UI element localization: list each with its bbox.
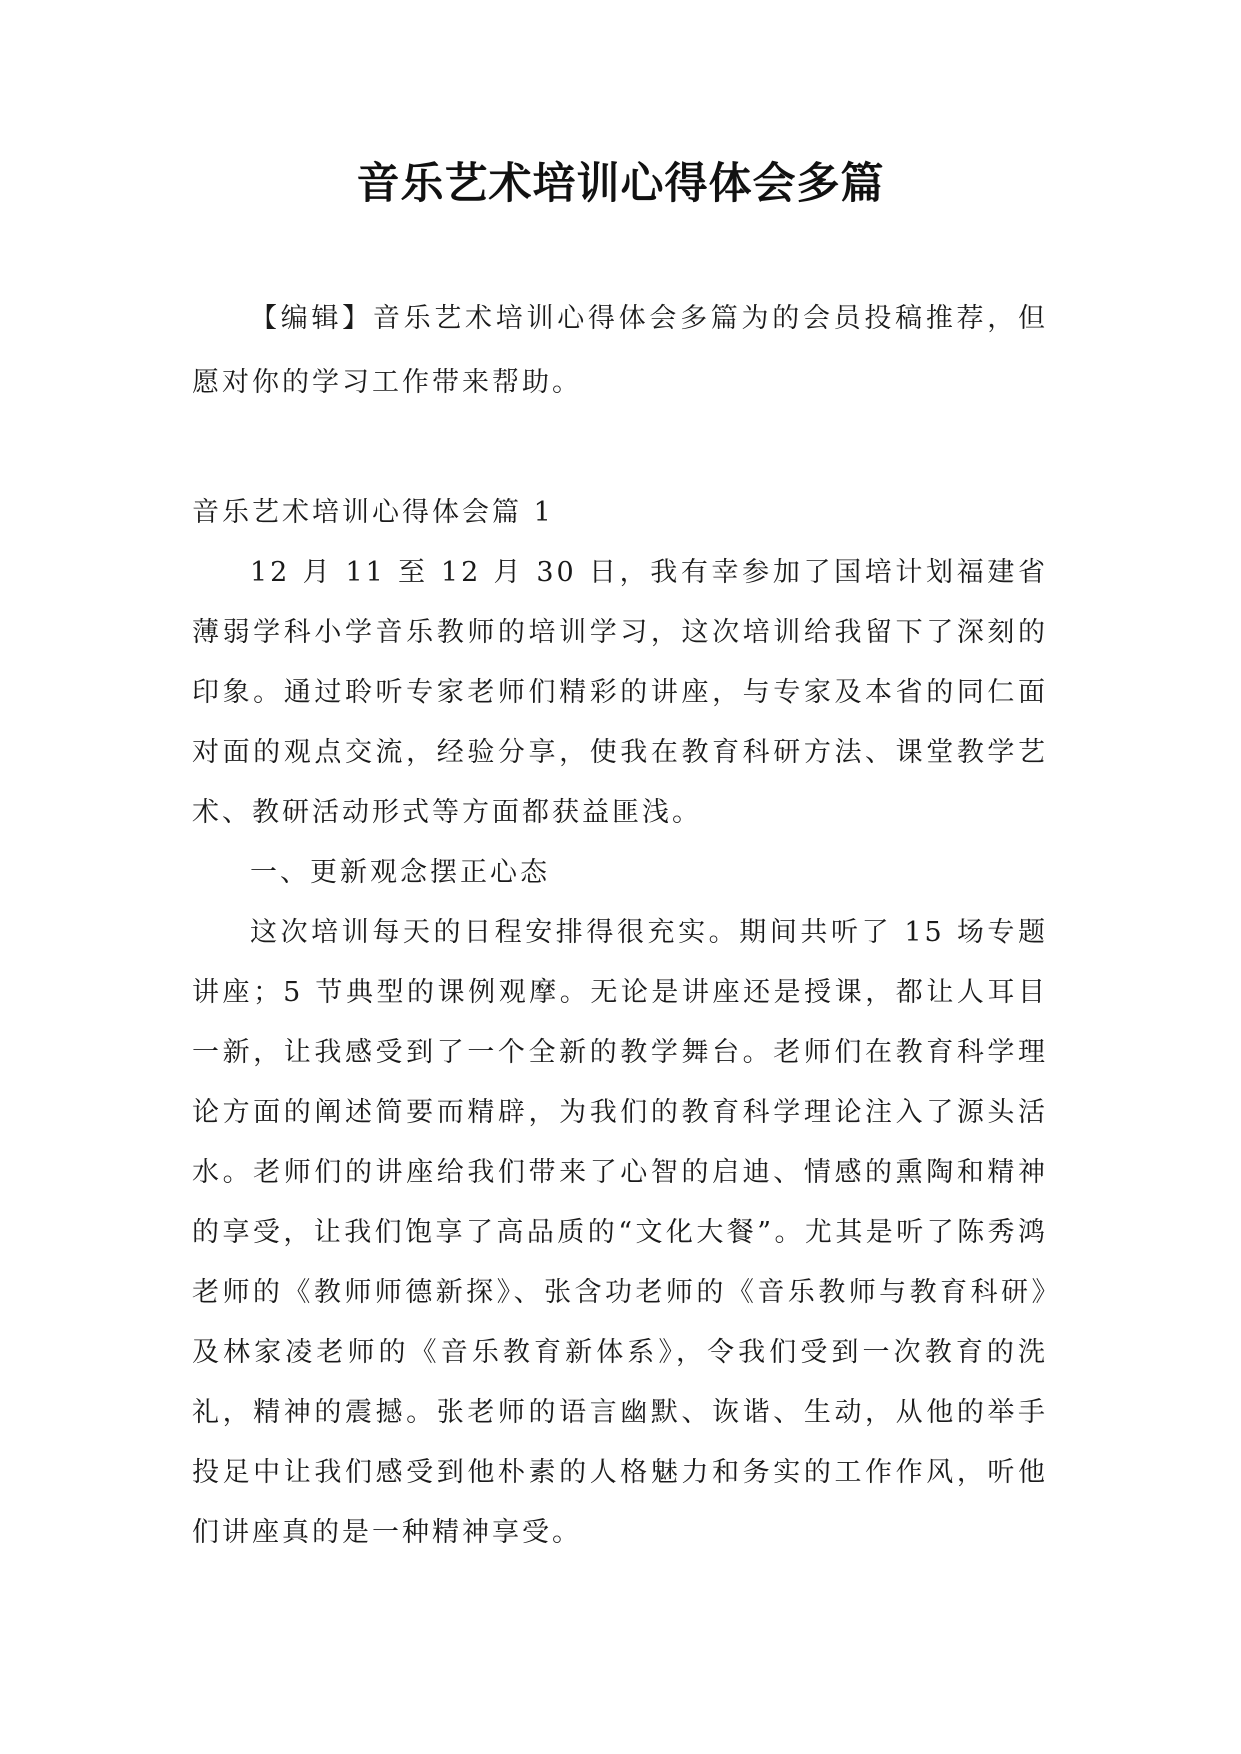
body-paragraph: 这次培训每天的日程安排得很充实。期间共听了 15 场专题讲座；5 节典型的课例观摩。无论是讲座还是授课，都让人耳目一新，让我感受到了一个全新的教学舞台。老师们在教育科学理论方面的阐述简要而精辟，为我们的教育科学理论注入了源头活水。老师们的讲座给我们带来了心智的启迪、情感的熏陶和精神的享受，让我们饱享了高品质的“文化大餐”。尤其是听了陈秀鸿老师的《教师师德新探》、张含功老师的《音乐教师与教育科研》及林家凌老师的《音乐教育新体系》，令我们受到一次教育的洗礼，精神的震撼。张老师的语言幽默、诙谐、生动，从他的举手投足中让我们感受到他朴素的人格魅力和务实的工作作风，听他们讲座真的是一种精神享受。 (192, 917, 1048, 1548)
intro-paragraph: 【编辑】音乐艺术培训心得体会多篇为的会员投稿推荐，但愿对你的学习工作带来帮助。 (192, 303, 1048, 398)
paragraph-gap (192, 415, 1048, 483)
document-body (192, 287, 1048, 1563)
section-heading: 音乐艺术培训心得体会篇 1 (192, 497, 554, 528)
body-paragraph: 12 月 11 至 12 月 30 日，我有幸参加了国培计划福建省薄弱学科小学音乐教师的培训学习，这次培训给我留下了深刻的印象。通过聆听专家老师们精彩的讲座，与专家及本省的同仁面对面的观点交流，经验分享，使我在教育科研方法、课堂教学艺术、教研活动形式等方面都获益匪浅。 (192, 557, 1048, 828)
document-title: 音乐艺术培训心得体会多篇 (356, 159, 885, 209)
subheading: 一、更新观念摆正心态 (250, 857, 550, 888)
